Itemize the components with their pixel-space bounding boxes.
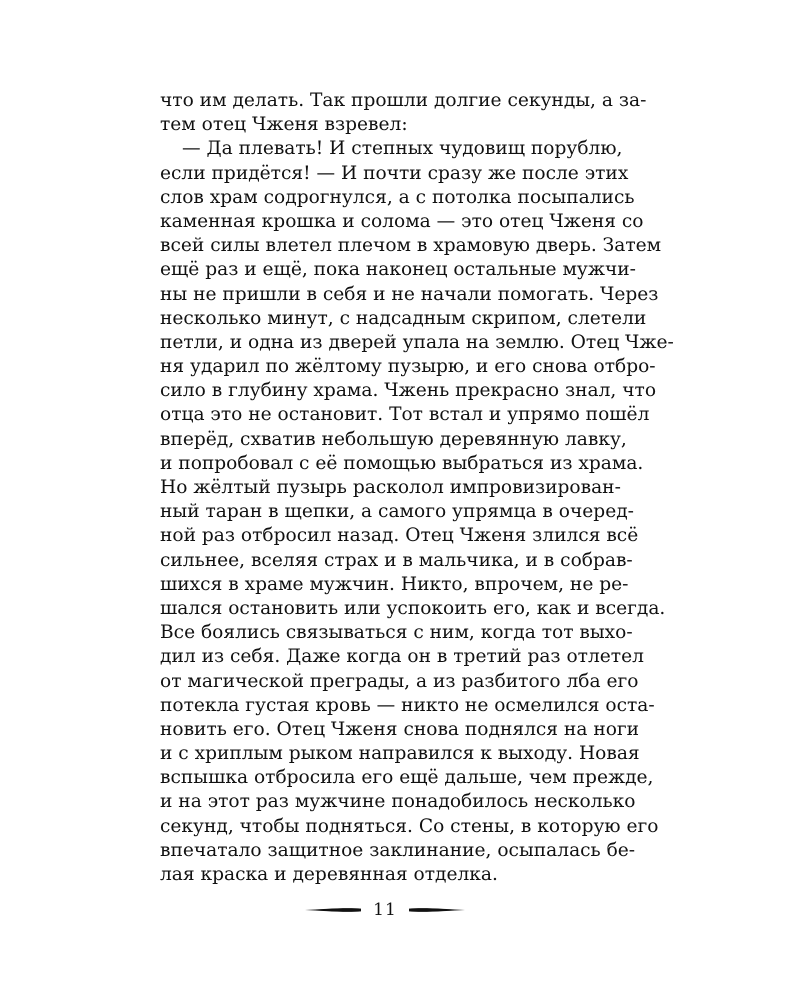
text-line: что им делать. Так прошли долгие секунды, а за- xyxy=(160,90,647,111)
text-line: сильнее, вселяя страх и в мальчика, и в собрав- xyxy=(160,549,633,571)
text-line: ещё раз и ещё, пока наконец остальные мужчи- xyxy=(160,259,636,281)
text-line: потекла густая кровь — никто не осмелился оста- xyxy=(160,694,655,716)
text-line: ной раз отбросил назад. Отец Чженя злился всё xyxy=(160,525,639,547)
text-line: ный таран в щепки, а самого упрямца в очеред- xyxy=(160,501,634,523)
text-line: — Да плевать! И степных чудовищ порублю, xyxy=(182,138,623,160)
text-line: от магической преграды, а из разбитого лба его xyxy=(160,670,639,692)
text-line: вспышка отбросила его ещё дальше, чем прежде, xyxy=(160,767,654,789)
text-line: сило в глубину храма. Чжень прекрасно знал, что xyxy=(160,380,657,402)
text-line: несколько минут, с надсадным скрипом, слетели xyxy=(160,307,647,329)
text-line: отца это не остановит. Тот встал и упрямо пошёл xyxy=(160,404,650,426)
text-line: и попробовал с её помощью выбраться из храма. xyxy=(160,452,644,474)
text-line: Но жёлтый пузырь расколол импровизирован- xyxy=(160,477,621,498)
text-line: ны не пришли в себя и не начали помогать. Через xyxy=(160,283,659,305)
text-line: ня ударил по жёлтому пузырю, и его снова отбро- xyxy=(160,356,656,378)
body-text xyxy=(160,89,674,887)
text-line: слов храм содрогнулся, а с потолка посыпались xyxy=(160,186,635,208)
text-line: вперёд, схватив небольшую деревянную лавку, xyxy=(160,428,627,450)
left-ornament-icon xyxy=(305,906,361,914)
text-line: шался остановить или успокоить его, как и всегда. xyxy=(160,597,666,619)
text-line: дил из себя. Даже когда он в третий раз отлетел xyxy=(160,646,644,668)
right-ornament-icon xyxy=(409,906,465,914)
text-line: если придётся! — И почти сразу же после этих xyxy=(160,162,629,184)
text-line: Все боялись связываться с ним, когда тот выхо- xyxy=(160,622,633,644)
text-line: шихся в храме мужчин. Никто, впрочем, не ре- xyxy=(160,573,629,595)
page-footer xyxy=(300,896,470,924)
text-line: и с хриплым рыком направился к выходу. Новая xyxy=(160,743,640,765)
text-line: петли, и одна из дверей упала на землю. Отец Чже- xyxy=(160,331,674,353)
text-line: каменная крошка и солома — это отец Чженя со xyxy=(160,210,644,232)
text-line: всей силы влетел плечом в храмовую дверь. Затем xyxy=(160,235,662,257)
text-line: тем отец Чженя взревел: xyxy=(160,114,408,136)
text-line: и на этот раз мужчине понадобилось несколько xyxy=(160,791,636,813)
text-line: впечатало защитное заклинание, осыпалась бе- xyxy=(160,839,636,861)
text-line: новить его. Отец Чженя снова поднялся на ноги xyxy=(160,718,640,740)
text-line: секунд, чтобы подняться. Со стены, в которую его xyxy=(160,815,659,837)
page-number: 11 xyxy=(373,900,397,920)
text-line: лая краска и деревянная отделка. xyxy=(160,864,498,885)
